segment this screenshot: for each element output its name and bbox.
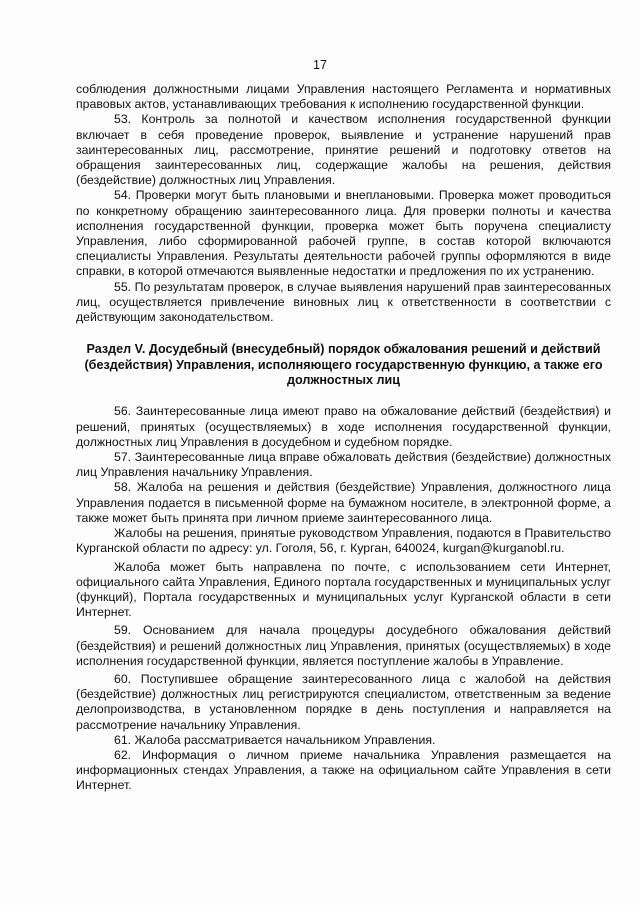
- paragraph-53: 53. Контроль за полнотой и качеством исполнения государственной функции включает в себя проведение проверок, выявление и устранение нарушений прав заинтересованных лиц, рассмотрение, принятие решений и подготовку ответов на обращения заинтересованных лиц, содержащие жалобы на решения, действия (бездействие) должностных лиц Управления.: [76, 112, 611, 188]
- paragraph-54: 54. Проверки могут быть плановыми и внеплановыми. Проверка может проводиться по конкретному обращению заинтересованного лица. Для проверки полноты и качества исполнения государственной функции, проверка может быть поручена специалисту Управления, либо сформированной рабочей группе, в состав которой включаются специалисты Управления. Результаты деятельности рабочей группы оформляются в виде справки, в которой отмечаются выявленные недостатки и предложения по их устранению.: [76, 188, 611, 279]
- paragraph-continuation: соблюдения должностными лицами Управления настоящего Регламента и нормативных правовых актов, устанавливающих требования к исполнению государственной функции.: [76, 82, 611, 112]
- paragraph-55: 55. По результатам проверок, в случае выявления нарушений прав заинтересованных лиц, осуществляется привлечение виновных лиц к ответственности в соответствии с действующим законодательством.: [76, 279, 611, 325]
- paragraph-59: 59. Основанием для начала процедуры досудебного обжалования действий (бездействия) и решений должностных лиц Управления, принятых (осуществляемых) в ходе исполнения государственной функции, является поступление жалобы в Управление.: [76, 623, 611, 668]
- document-body: [76, 82, 611, 794]
- paragraph-60: 60. Поступившее обращение заинтересованного лица с жалобой на действия (бездействие) должностных лиц регистрируются специалистом, ответственным за ведение делопроизводства, в установленном порядке в день поступления и направляется на рассмотрение начальнику Управления.: [76, 671, 611, 732]
- paragraph-58-internet: Жалоба может быть направлена по почте, с использованием сети Интернет, официального сайта Управления, Единого портала государственных и муниципальных услуг (функций), Портала государственных и муниципальных услуг Курганской области в сети Интернет.: [76, 559, 611, 620]
- paragraph-58-address: Жалобы на решения, принятые руководством Управления, подаются в Правительство Курганской области по адресу: ул. Гоголя, 56, г. Курган, 640024, kurgan@kurganobl.ru.: [76, 526, 611, 556]
- paragraph-62: 62. Информация о личном приеме начальника Управления размещается на информационных стендах Управления, а также на официальном сайте Управления в сети Интернет.: [76, 747, 611, 793]
- paragraph-61: 61. Жалоба рассматривается начальником Управления.: [114, 732, 436, 747]
- paragraph-57: 57. Заинтересованные лица вправе обжаловать действия (бездействие) должностных лиц Управления начальнику Управления.: [76, 450, 611, 480]
- section-heading: Раздел V. Досудебный (внесудебный) порядок обжалования решений и действий (бездействия) Управления, исполняющего государственную функцию, а также его должностных лиц: [84, 342, 603, 388]
- paragraph-58: 58. Жалоба на решения и действия (бездействие) Управления, должностного лица Управления подается в письменной форме на бумажном носителе, в электронной форме, а также может быть принята при личном приеме заинтересованного лица.: [76, 480, 611, 525]
- page-number: 17: [313, 58, 327, 72]
- paragraph-56: 56. Заинтересованные лица имеют право на обжалование действий (бездействия) и решений, принятых (осуществляемых) в ходе исполнения государственной функции, должностных лиц Управления в досудебном и судебном порядке.: [76, 404, 611, 449]
